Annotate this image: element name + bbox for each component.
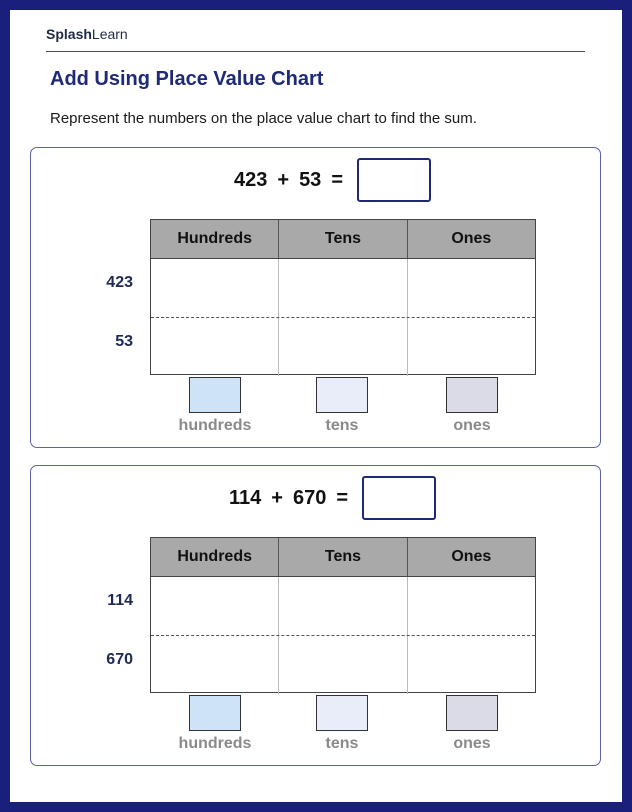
- addend-1: 114: [229, 486, 262, 509]
- header-tens: Tens: [279, 538, 407, 576]
- tens-block-icon: [316, 695, 368, 731]
- cell-hundreds[interactable]: [151, 577, 279, 635]
- equals-sign: =: [331, 168, 343, 191]
- table-header: [151, 538, 535, 577]
- header-hundreds: Hundreds: [151, 538, 279, 576]
- cell-tens[interactable]: [279, 636, 407, 694]
- ones-block-icon: [446, 377, 498, 413]
- place-value-table-2: [150, 537, 536, 693]
- legend-hundreds: [175, 695, 255, 753]
- equation-2: [229, 476, 436, 520]
- header-tens: Tens: [279, 220, 407, 258]
- cell-hundreds[interactable]: [151, 636, 279, 694]
- legend-label: ones: [453, 417, 491, 434]
- worksheet-page: [10, 10, 622, 802]
- row-label-1: 114: [107, 592, 133, 609]
- tens-block-icon: [316, 377, 368, 413]
- answer-box-2[interactable]: [362, 476, 436, 520]
- header-divider: [46, 51, 585, 52]
- row-label-2: 670: [106, 651, 133, 668]
- table-row: [151, 577, 535, 636]
- problem-card-2: [30, 465, 601, 766]
- legend-label: hundreds: [178, 417, 252, 434]
- answer-box-1[interactable]: [357, 158, 431, 202]
- equation-1: [234, 158, 431, 202]
- hundreds-block-icon: [189, 377, 241, 413]
- cell-ones[interactable]: [408, 259, 535, 317]
- ones-block-icon: [446, 695, 498, 731]
- place-value-table-1: [150, 219, 536, 375]
- legend-ones: [432, 695, 512, 753]
- brand-logo: [46, 26, 128, 42]
- cell-ones[interactable]: [408, 318, 535, 376]
- hundreds-block-icon: [189, 695, 241, 731]
- legend-ones: [432, 377, 512, 435]
- table-row: [151, 259, 535, 318]
- brand-name-bold: Splash: [46, 26, 92, 42]
- addend-1: 423: [234, 168, 268, 191]
- row-label-1: 423: [106, 274, 133, 291]
- plus-sign: +: [271, 486, 283, 509]
- addend-2: 670: [292, 486, 327, 509]
- page-title: Add Using Place Value Chart: [50, 68, 324, 90]
- instruction-text: Represent the numbers on the place value chart to find the sum.: [50, 110, 477, 127]
- plus-sign: +: [277, 168, 290, 191]
- addend-2: 53: [299, 168, 322, 191]
- legend-tens: [302, 695, 382, 753]
- brand-name-light: Learn: [91, 26, 128, 42]
- table-row: [151, 636, 535, 694]
- legend-tens: [302, 377, 382, 435]
- header-hundreds: Hundreds: [151, 220, 279, 258]
- cell-tens[interactable]: [279, 577, 407, 635]
- legend-label: tens: [325, 735, 359, 752]
- legend-label: tens: [325, 417, 359, 434]
- table-row: [151, 318, 535, 376]
- row-label-2: 53: [115, 333, 133, 350]
- cell-hundreds[interactable]: [151, 318, 279, 376]
- cell-hundreds[interactable]: [151, 259, 279, 317]
- legend-label: hundreds: [178, 735, 252, 752]
- table-header: [151, 220, 535, 259]
- cell-ones[interactable]: [408, 577, 535, 635]
- cell-tens[interactable]: [279, 259, 407, 317]
- problem-card-1: [30, 147, 601, 448]
- header-ones: Ones: [451, 230, 492, 247]
- cell-tens[interactable]: [279, 318, 407, 376]
- cell-ones[interactable]: [408, 636, 535, 694]
- equals-sign: =: [336, 486, 349, 509]
- header-ones: Ones: [451, 548, 492, 565]
- legend-hundreds: [175, 377, 255, 435]
- legend-label: ones: [453, 735, 491, 752]
